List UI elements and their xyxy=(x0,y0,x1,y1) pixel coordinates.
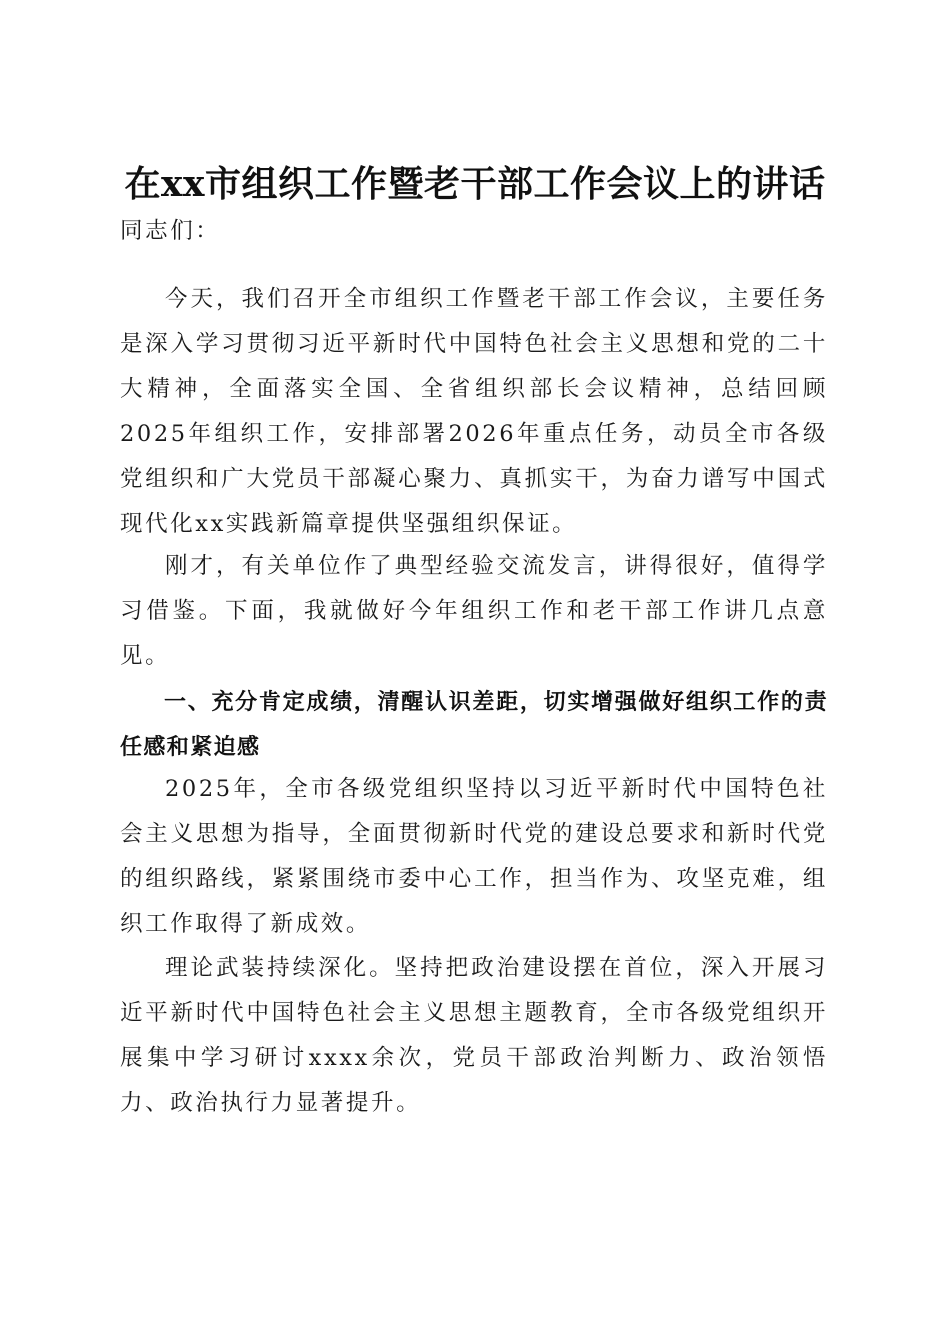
section-heading-1: 一、充分肯定成绩，清醒认识差距，切实增强做好组织工作的责任感和紧迫感 xyxy=(120,690,828,760)
salutation: 同志们： xyxy=(120,218,221,244)
paragraph-achievements-summary: 2025年，全市各级党组织坚持以习近平新时代中国特色社会主义思想为指导，全面贯彻新时代党的建设总要求和新时代党的组织路线，紧紧围绕市委中心工作，担当作为、攻坚克难，组织工作取得了新成效。 xyxy=(120,776,828,937)
paragraph-theory-armament: 理论武装持续深化。坚持把政治建设摆在首位，深入开展习近平新时代中国特色社会主义思想主题教育，全市各级党组织开展集中学习研讨xxxx余次，党员干部政治判断力、政治领悟力、政治执行力显著提升。 xyxy=(120,955,828,1116)
document-title: 在xx市组织工作暨老干部工作会议上的讲话 xyxy=(124,163,826,206)
paragraph-transition: 刚才，有关单位作了典型经验交流发言，讲得很好，值得学习借鉴。下面，我就做好今年组织工作和老干部工作讲几点意见。 xyxy=(120,553,828,669)
paragraph-opening: 今天，我们召开全市组织工作暨老干部工作会议，主要任务是深入学习贯彻习近平新时代中国特色社会主义思想和党的二十大精神，全面落实全国、全省组织部长会议精神，总结回顾2025年组织工作，安排部署2026年重点任务，动员全市各级党组织和广大党员干部凝心聚力、真抓实干，为奋力谱写中国式现代化xx实践新篇章提供坚强组织保证。 xyxy=(120,286,828,537)
